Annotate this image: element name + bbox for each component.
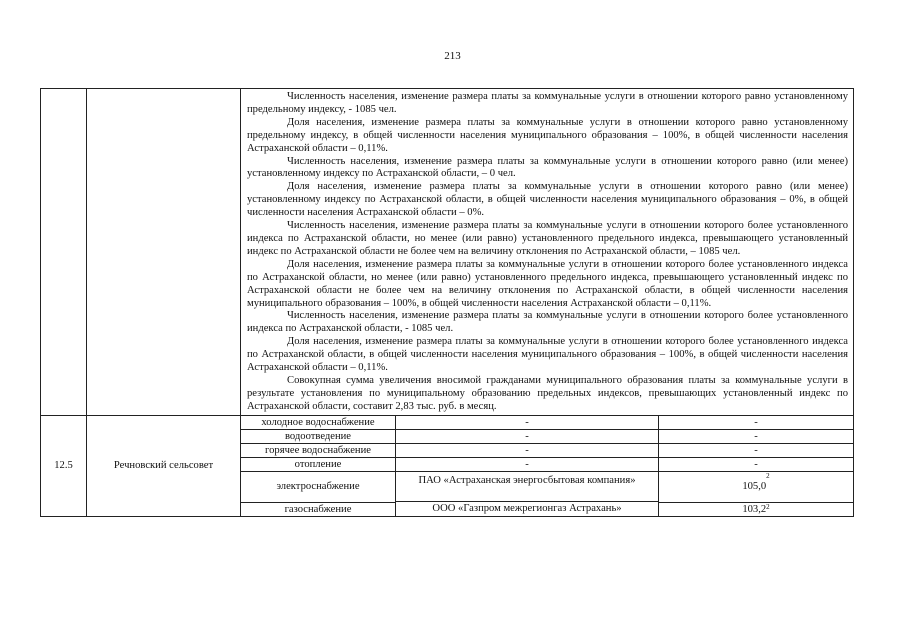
- value-text: -: [754, 444, 758, 456]
- paragraph: Доля населения, изменение размера платы за коммунальные услуги в отношении которого равно установленному предельному индексу, в общей численности населения муниципального образования – 100%, в общей численности населения Астраханской области – 0,11%.: [247, 116, 848, 154]
- service-provider: ПАО «Астраханская энергосбытовая компания»: [396, 472, 658, 502]
- entry-row: [41, 415, 854, 516]
- empty-number-cell: [41, 89, 87, 416]
- paragraph: Численность населения, изменение размера платы за коммунальные услуги в отношении которого равно (или менее) установленному индексу по Астраханской области, – 0 чел.: [247, 155, 848, 180]
- service-value: [659, 503, 853, 516]
- description-cell: [241, 89, 854, 416]
- service-providers: [396, 416, 659, 516]
- value-text: -: [754, 416, 758, 428]
- footnote-mark: 2: [766, 471, 770, 480]
- entry-number: 12.5: [41, 415, 87, 516]
- service-value: [659, 416, 853, 430]
- value-text: 105,0: [742, 480, 767, 492]
- service-name: водоотведение: [241, 430, 395, 444]
- paragraph: Численность населения, изменение размера платы за коммунальные услуги в отношении которого более установленного индекса по Астраханской области, - 1085 чел.: [247, 310, 848, 335]
- text-row: [41, 89, 854, 416]
- service-value: [659, 458, 853, 472]
- service-name: отопление: [241, 458, 395, 472]
- value-text: -: [754, 430, 758, 442]
- service-name: холодное водоснабжение: [241, 416, 395, 430]
- service-value: [659, 444, 853, 458]
- service-name: горячее водоснабжение: [241, 444, 395, 458]
- page-number: 213: [444, 50, 461, 62]
- index-table: [40, 88, 854, 517]
- paragraph: Совокупная сумма увеличения вносимой гражданами муниципального образования платы за коммунальные услуги в результате установления по муниципальному образованию предельных индексов, превышающих установленный индекс по Астраханской области, составит 2,83 тыс. руб. в месяц.: [247, 374, 848, 412]
- service-provider: -: [396, 416, 658, 430]
- empty-name-cell: [87, 89, 241, 416]
- paragraph: Доля населения, изменение размера платы за коммунальные услуги в отношении которого более установленного индекса по Астраханской области, но менее (или равно) установленного предельного индекса, превышающего установленный индекс по Астраханской области не более чем на величину отклонения по Астраханской области, в общей численности населения муниципального образования – 100%, в общей численности населения Астраханской области – 0,11%.: [247, 258, 848, 309]
- service-value: [659, 472, 853, 503]
- service-value: [659, 430, 853, 444]
- service-provider: -: [396, 430, 658, 444]
- paragraph: Доля населения, изменение размера платы за коммунальные услуги в отношении которого равно (или менее) установленному индексу по Астраханской области, в общей численности населения муниципального образования – 0%, в общей численности населения Астраханской области – 0%.: [247, 181, 848, 219]
- footnote-mark: 2: [766, 502, 770, 511]
- service-provider: ООО «Газпром межрегионгаз Астрахань»: [432, 502, 622, 514]
- service-provider: -: [396, 444, 658, 458]
- service-names: [241, 416, 396, 516]
- entry-name: Речновский сельсовет: [87, 415, 241, 516]
- value-text: 103,2: [742, 503, 767, 515]
- service-name: электроснабжение: [241, 472, 395, 503]
- services-cell: [241, 415, 854, 516]
- service-values: [659, 416, 853, 516]
- value-text: -: [754, 458, 758, 470]
- paragraph: Численность населения, изменение размера платы за коммунальные услуги в отношении которого более установленного индекса по Астраханской области, но менее (или равно) установленного предельного индекса, превышающего установленный индекс по Астраханской области не более чем на величину отклонения по Астраханской области, – 1085 чел.: [247, 220, 848, 257]
- service-name: газоснабжение: [284, 503, 352, 515]
- service-provider: -: [396, 458, 658, 472]
- services-grid: [241, 416, 853, 516]
- paragraph: Доля населения, изменение размера платы за коммунальные услуги в отношении которого более установленного индекса по Астраханской области, в общей численности населения муниципального образования – 100%, в общей численности населения Астраханской области – 0,11%.: [247, 336, 848, 374]
- paragraph: Численность населения, изменение размера платы за коммунальные услуги в отношении которого равно установленному предельному индексу, - 1085 чел.: [247, 91, 848, 115]
